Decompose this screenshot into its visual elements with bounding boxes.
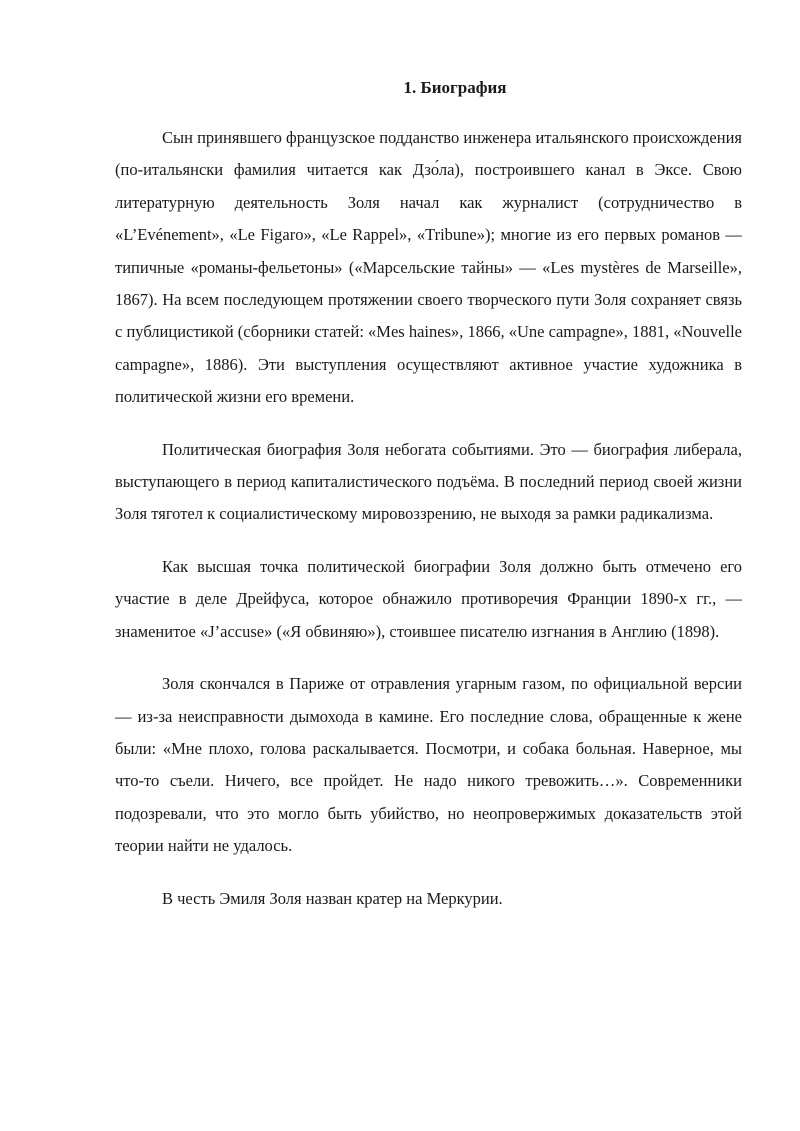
- paragraph-mercury-crater: В честь Эмиля Золя назван кратер на Меркурии.: [162, 888, 503, 908]
- section-heading: 1. Биография: [403, 78, 507, 97]
- body-text: [115, 122, 742, 935]
- paragraph-dreyfus-affair: Как высшая точка политической биографии Золя должно быть отмечено его участие в деле Дрейфуса, которое обнажило противоречия Франции 1890-х гг., — знаменитое «J’accuse» («Я обвиняю»), стоившее писателю изгнания в Англию (1898).: [115, 556, 742, 641]
- paragraph-political-biography: Политическая биография Золя небогата событиями. Это — биография либерала, выступающего в период капиталистического подъёма. В последний период своей жизни Золя тяготел к социалистическому мировоззрению, не выходя за рамки радикализма.: [115, 439, 742, 524]
- paragraph-death: Золя скончался в Париже от отравления угарным газом, по официальной версии — из-за неисправности дымохода в камине. Его последние слова, обращенные к жене были: «Мне плохо, голова раскалывается. Посмотри, и собака больная. Наверное, мы что-то съели. Ничего, все пройдет. Не надо никого тревожить…». Современники подозревали, что это могло быть убийство, но неопровержимых доказательств этой теории найти не удалось.: [115, 674, 742, 856]
- paragraph-origin: Сын принявшего французское подданство инженера итальянского происхождения (по-итальянски фамилия читается как Дзо́ла), построившего канал в Эксе. Свою литературную деятельность Золя начал как журналист (сотрудничество в «L’Evénement», «Le Figaro», «Le Rappel», «Tribune»); многие из его первых романов — типичные «романы-фельетоны» («Марсельские тайны» — «Les mystères de Marseille», 1867). На всем последующем протяжении своего творческого пути Золя сохраняет связь с публицистикой (сборники статей: «Mes haines», 1866, «Une campagne», 1881, «Nouvelle campagne», 1886). Эти выступления осуществляют активное участие художника в политической жизни его времени.: [115, 128, 742, 407]
